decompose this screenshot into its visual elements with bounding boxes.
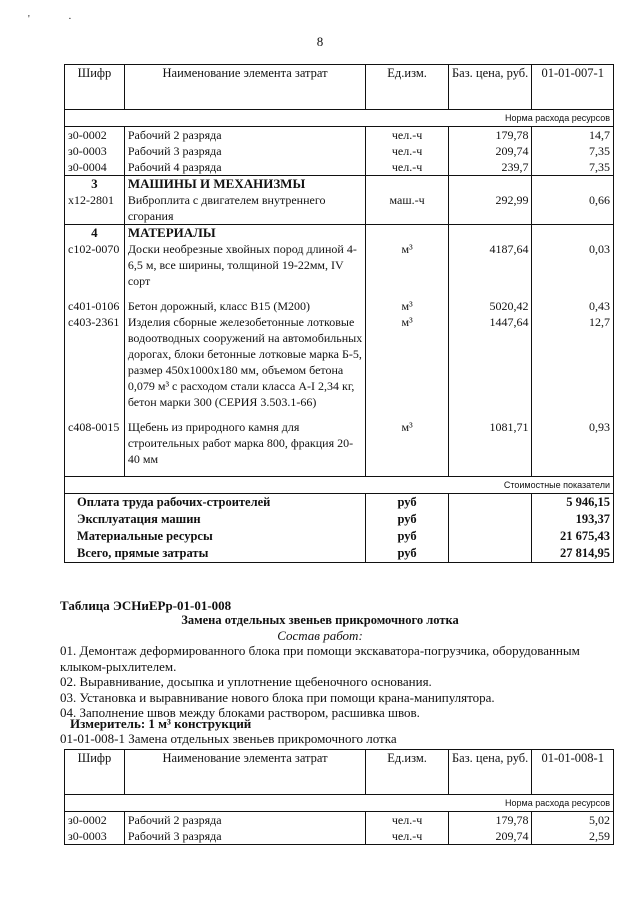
row-name: Бетон дорожный, класс В15 (М200) [124, 298, 365, 314]
total-unit: руб [366, 511, 449, 528]
row-price: 1447,64 [448, 314, 532, 410]
row-price: 292,99 [448, 192, 532, 225]
resource-table-1 [64, 64, 614, 563]
total-name: Эксплуатация машин [65, 511, 366, 528]
row-name: Рабочий 4 разряда [124, 159, 365, 176]
row-qty: 7,35 [532, 143, 614, 159]
row-code: с102-0070 [65, 241, 125, 289]
row-name: Щебень из природного камня для строительных работ марка 800, фракция 20-40 мм [124, 419, 365, 467]
row-qty: 2,59 [532, 828, 614, 845]
table-row [65, 828, 614, 845]
section-number: 3 [65, 176, 125, 193]
header-price: Баз. цена, руб. [448, 65, 532, 110]
resource-table-2 [64, 749, 614, 845]
operation-item: 02. Выравнивание, досыпка и уплотнение щебеночного основания. [60, 674, 432, 689]
table2-title: Таблица ЭСНиЕРр-01-01-008 [60, 598, 232, 613]
operations-list [60, 643, 620, 721]
section-row [65, 225, 614, 242]
header-unit: Ед.изм. [366, 65, 449, 110]
total-unit: руб [366, 528, 449, 545]
header-norm-code: 01-01-007-1 [532, 65, 614, 110]
norm-label-row [65, 110, 614, 127]
row-code: з0-0002 [65, 812, 125, 829]
row-price: 179,78 [448, 812, 532, 829]
total-value: 193,37 [532, 511, 614, 528]
table-row [65, 192, 614, 225]
table-header [65, 65, 614, 110]
table-row [65, 419, 614, 467]
row-qty: 7,35 [532, 159, 614, 176]
row-code: з0-0003 [65, 143, 125, 159]
operation-item: 03. Установка и выравнивание нового блока при помощи крана-манипулятора. [60, 689, 495, 705]
row-price: 239,7 [448, 159, 532, 176]
row-unit: м³ [366, 241, 449, 289]
total-value: 27 814,95 [532, 545, 614, 563]
header-name: Наименование элемента затрат [124, 65, 365, 110]
total-name: Материальные ресурсы [65, 528, 366, 545]
row-unit: м³ [366, 314, 449, 410]
row-name: Виброплита с двигателем внутреннего сгорания [124, 192, 365, 225]
table-row [65, 127, 614, 144]
row-name: Доски необрезные хвойных пород длиной 4-6,5 м, все ширины, толщиной 19-22мм, IV сорт [124, 241, 365, 289]
norm-label: Норма расхода ресурсов [65, 110, 614, 127]
row-unit: маш.-ч [366, 192, 449, 225]
header-code: Шифр [65, 750, 125, 795]
total-value: 5 946,15 [532, 494, 614, 512]
header-norm-code: 01-01-008-1 [532, 750, 614, 795]
row-price: 4187,64 [448, 241, 532, 289]
total-row [65, 494, 614, 512]
norm-label: Норма расхода ресурсов [65, 795, 614, 812]
table-row [65, 314, 614, 410]
composition-label: Состав работ: [277, 628, 363, 643]
row-qty: 5,02 [532, 812, 614, 829]
row-price: 209,74 [448, 143, 532, 159]
operation-item: 01. Демонтаж деформированного блока при помощи экскаватора-погрузчика, оборудованным клыком-рыхлителем. [60, 643, 580, 674]
row-code: с408-0015 [65, 419, 125, 467]
row-unit: м³ [366, 419, 449, 467]
table2-name: Замена отдельных звеньев прикромочного лотка [181, 613, 459, 627]
row-price: 5020,42 [448, 298, 532, 314]
row-name: Изделия сборные железобетонные лотковые водоотводных сооружений на автомобильных дорогах, блоки бетонные лотковые марка Б-5, размер 450х1000х180 мм, объемом бетона 0,079 м³ с расходом стали класса А-I 2,34 кг, бетон марки 300 (СЕРИЯ 3.503.1-66) [124, 314, 365, 410]
row-name: Рабочий 3 разряда [124, 143, 365, 159]
operation-item: 04. Заполнение швов между блоками раствором, расшивка швов. [60, 705, 420, 720]
row-name: Рабочий 2 разряда [124, 127, 365, 144]
table-row [65, 812, 614, 829]
row-code: з0-0002 [65, 127, 125, 144]
row-qty: 0,43 [532, 298, 614, 314]
header-price: Баз. цена, руб. [448, 750, 532, 795]
total-unit: руб [366, 494, 449, 512]
header-unit: Ед.изм. [366, 750, 449, 795]
row-qty: 12,7 [532, 314, 614, 410]
table-row [65, 241, 614, 289]
row-unit: м³ [366, 298, 449, 314]
header-name: Наименование элемента затрат [124, 750, 365, 795]
page-number: 8 [316, 34, 324, 49]
total-value: 21 675,43 [532, 528, 614, 545]
row-qty: 0,93 [532, 419, 614, 467]
row-code: х12-2801 [65, 192, 125, 225]
section-title: МАШИНЫ И МЕХАНИЗМЫ [124, 176, 365, 193]
row-qty: 0,66 [532, 192, 614, 225]
header-code: Шифр [65, 65, 125, 110]
table-row [65, 159, 614, 176]
row-price: 1081,71 [448, 419, 532, 467]
row-code: с403-2361 [65, 314, 125, 410]
row-qty: 0,03 [532, 241, 614, 289]
table-row [65, 143, 614, 159]
row-name: Рабочий 3 разряда [124, 828, 365, 845]
cost-label-row [65, 477, 614, 494]
total-row [65, 528, 614, 545]
row-unit: чел.-ч [366, 143, 449, 159]
total-name: Оплата труда рабочих-строителей [65, 494, 366, 512]
row-unit: чел.-ч [366, 812, 449, 829]
section-row [65, 176, 614, 193]
row-name: Рабочий 2 разряда [124, 812, 365, 829]
total-unit: руб [366, 545, 449, 563]
measure-unit: Измеритель: 1 м³ конструкций [70, 716, 252, 731]
row-unit: чел.-ч [366, 828, 449, 845]
section-number: 4 [65, 225, 125, 242]
table2-subtitle: 01-01-008-1 Замена отдельных звеньев прикромочного лотка [60, 731, 397, 746]
total-row [65, 511, 614, 528]
row-qty: 14,7 [532, 127, 614, 144]
row-code: з0-0003 [65, 828, 125, 845]
norm-label-row [65, 795, 614, 812]
header-marks: ' · [28, 14, 90, 25]
row-price: 179,78 [448, 127, 532, 144]
cost-label: Стоимостные показатели [65, 477, 614, 494]
table-row [65, 298, 614, 314]
row-code: с401-0106 [65, 298, 125, 314]
table-header [65, 750, 614, 795]
total-row [65, 545, 614, 563]
row-code: з0-0004 [65, 159, 125, 176]
row-price: 209,74 [448, 828, 532, 845]
row-unit: чел.-ч [366, 159, 449, 176]
total-name: Всего, прямые затраты [65, 545, 366, 563]
row-unit: чел.-ч [366, 127, 449, 144]
section-title: МАТЕРИАЛЫ [124, 225, 365, 242]
